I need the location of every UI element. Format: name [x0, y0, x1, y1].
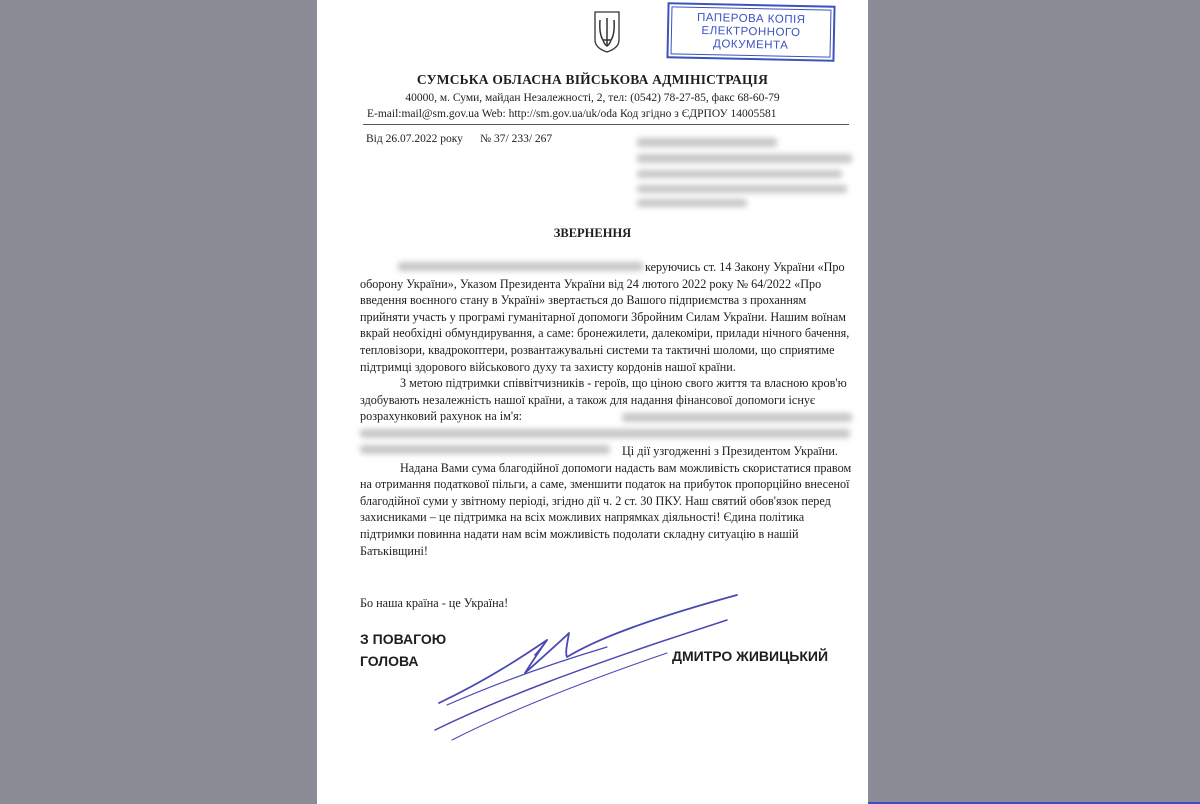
document-page — [317, 0, 868, 804]
signatory-name: ДМИТРО ЖИВИЦЬКИЙ — [672, 648, 829, 664]
organization-address: 40000, м. Суми, майдан Незалежності, 2, тел: (0542) 78-27-85, факс 68-60-79 — [405, 92, 780, 104]
paragraph-support-text: З метою підтримки співвітчизників - героїв, що ціною свого життя та власною кров'ю здобувають незалежність нашої країни, а також для надання фінансової допомоги існує розрахунковий рахунок на ім'я: — [360, 376, 847, 424]
reference-line — [366, 133, 552, 145]
paragraph-tax-text: Надана Вами сума благодійної допомоги надасть вам можливість скористатися правом на отримання податкової пільги, а саме, зменшити податок на прибуток пропорційно внесеної благодійної суми у звітному періоді, згідно дії ч. 2 ст. 30 ПКУ. Наш святий обов'язок перед захисниками – це підтримка на всіх можливих напрямках діяльності! Єдина політика підтримки повинна надати нам всім можливість подолати складну ситуацію в нашій Батьківщині! — [360, 460, 852, 558]
regards-label: З ПОВАГОЮ — [360, 631, 447, 647]
handwritten-signature — [427, 585, 747, 750]
letter-body — [360, 259, 853, 559]
account-redacted — [360, 425, 853, 459]
paragraph-tax — [360, 460, 853, 560]
stamp-line: ПАПЕРОВА КОПІЯ — [696, 11, 806, 26]
document-heading: ЗВЕРНЕННЯ — [553, 226, 632, 240]
stamp-line: ДОКУМЕНТА — [712, 37, 789, 52]
reference-date: Від 26.07.2022 року — [366, 133, 463, 145]
coat-of-arms-icon — [592, 10, 622, 54]
paragraph-appeal — [360, 259, 853, 375]
organization-contacts: E-mail:mail@sm.gov.ua Web: http://sm.gov.ua/uk/oda Код згідно з ЄДРПОУ 14005581 — [367, 108, 777, 120]
stamp-line: ЕЛЕКТРОННОГО — [701, 24, 801, 39]
paragraph-agreement-text: Ці дії узгодженні з Президентом України. — [622, 443, 838, 458]
reference-number: № 37/ 233/ 267 — [480, 133, 553, 145]
paper-copy-stamp — [666, 2, 835, 62]
sender-redacted — [398, 261, 643, 272]
organization-name: СУМСЬКА ОБЛАСНА ВІЙСЬКОВА АДМІНІСТРАЦІЯ — [416, 72, 769, 87]
header-divider — [363, 124, 849, 125]
position-label: ГОЛОВА — [360, 653, 419, 669]
recipient-redacted — [629, 134, 859, 212]
closing-line: Бо наша країна - це Україна! — [360, 596, 509, 610]
paragraph-appeal-text: керуючись ст. 14 Закону України «Про оборону України», Указом Президента України від 24 лютого 2022 року № 64/2022 «Про введення воєнного стану в Україні» звертається до Вашого підприємства з проханням прийняти участь у програмі гуманітарної допомоги Збройним Силам України. Нашим воїнам вкрай необхідні обмундирування, а саме: бронежилети, далекоміри, прилади нічного бачення, тепловізори, квадрокоптери, розвантажувальні системи та тактичні шоломи, що сприятиме підтримці здорового військового духу та захисту кордонів нашої країни. — [360, 260, 850, 374]
